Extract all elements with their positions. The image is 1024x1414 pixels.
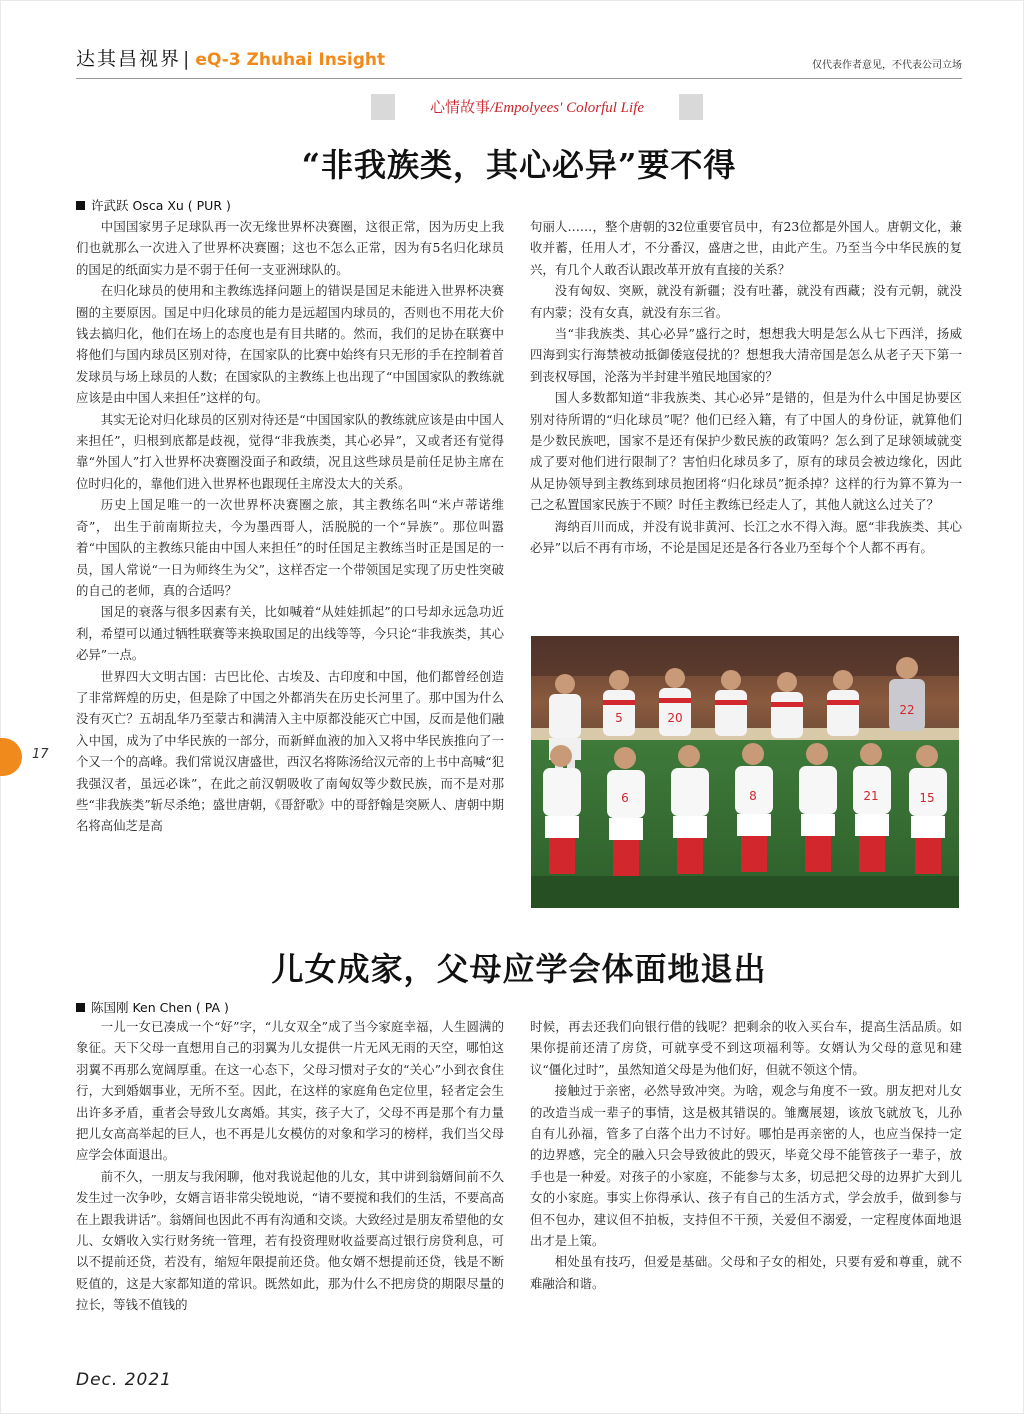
section-label-cn: 心情故事 bbox=[429, 98, 490, 116]
article-paragraph: 中国国家男子足球队再一次无缘世界杯决赛圈，这很正常，因为历史上我们也就那么一次进入了世界杯决赛圈；这也不怎么正常，因为有5名归化球员的国足的纸面实力是不弱于任何一支亚洲球队的。 bbox=[76, 219, 504, 277]
magazine-brand bbox=[76, 44, 385, 71]
section-banner bbox=[371, 94, 703, 120]
article-paragraph: 在归化球员的使用和主教练选择问题上的错误是国足未能进入世界杯决赛圈的主要原因。国足中归化球员的能力是远超国内球员的，否则也不用花大价钱去搞归化，他们在场上的态度也是有目共睹的。然而，我们的足协在联赛中将他们与国内球员区别对待，在国家队的比赛中始终有只无形的手在控制着首发球员与场上球员的人数；在国家队的主教练上也出现了“中国国家队的教练就应该是由中国人来担任”这样的句。 bbox=[76, 283, 504, 406]
team-photo bbox=[531, 636, 959, 908]
section-label-en: Empolyees' Colorful Life bbox=[494, 100, 645, 116]
jersey-number: 6 bbox=[621, 791, 629, 805]
issue-date: Dec. 2021 bbox=[76, 1370, 172, 1390]
article-paragraph: 世界四大文明古国：古巴比伦、古埃及、古印度和中国，他们都曾经创造了非常辉煌的历史，但是除了中国之外都消失在历史长河里了。那中国为什么没有灭亡？五胡乱华乃至蒙古和满清入主中原都没能灭亡中国，反而是他们融入中国，成为了中华民族的一部分，而新鲜血液的加入又将中华民族推向了一个又一个的高峰。我们常说汉唐盛世，西汉名将陈汤给汉元帝的上书中高喊“犯我强汉者，虽远必诛”，在此之前汉朝吸收了南匈奴等少数民族，而不是对那些“非我族类”斩尽杀绝；盛世唐朝，《哥舒歌》中的哥舒翰是突厥人、唐朝中期名将高仙芝是高 bbox=[76, 668, 504, 834]
article-paragraph: 没有匈奴、突厥，就没有新疆；没有吐蕃，就没有西藏；没有元朝，就没有内蒙；没有女真，就没有东三省。 bbox=[530, 283, 962, 320]
article-paragraph: 时候，再去还我们向银行借的钱呢？把剩余的收入买台车，提高生活品质。如果你提前还清了房贷，可就享受不到这项福利等。女婿认为父母的意见和建议“僵化过时”，虽然知道父母是为他们好，但就不领这个情。 bbox=[530, 1019, 962, 1077]
jersey-number: 22 bbox=[899, 703, 915, 717]
brand-english: eQ-3 Zhuhai Insight bbox=[195, 50, 386, 70]
article-paragraph: 接触过于亲密，必然导致冲突。为啥，观念与角度不一致。朋友把对儿女的改造当成一辈子的事情，这是极其错误的。雏鹰展翅，该放飞就放飞，儿孙自有儿孙福，管多了白落个出力不讨好。哪怕是再亲密的人，也应当保持一定的边界感，完全的融入只会导致彼此的毁灭，毕竟父母不能管孩子一辈子，放手也是一种爱。对孩子的小家庭，不能参与太多，切忌把父母的边界扩大到儿女的小家庭。事实上你得承认、孩子有自己的生活方式，学会放手，做到参与但不包办，建议但不拍板，支持但不干预，关爱但不溺爱，一定程度体面地退出才是上策。 bbox=[530, 1083, 962, 1249]
section-label-sep: / bbox=[489, 100, 495, 116]
jersey-number: 21 bbox=[863, 789, 879, 803]
article-1-author: 许武跃 Osca Xu ( PUR ) bbox=[91, 198, 231, 213]
article-1-left-column bbox=[76, 216, 504, 916]
page-number: 17 bbox=[32, 747, 49, 762]
article-paragraph: 句丽人……，整个唐朝的32位重要官员中，有23位都是外国人。唐朝文化，兼收并蓄，任用人才，不分番汉，盛唐之世，由此产生。乃至当今中华民族的复兴，有几个人敢否认跟改革开放有直接的关系？ bbox=[530, 219, 962, 277]
article-2-title: 儿女成家，父母应学会体面地退出 bbox=[271, 950, 767, 988]
jersey-number: 8 bbox=[749, 789, 757, 803]
jersey-number: 20 bbox=[667, 711, 683, 725]
article-paragraph: 历史上国足唯一的一次世界杯决赛圈之旅，其主教练名叫“米卢蒂诺维奇”， 出生于前南斯拉夫，今为墨西哥人，活脱脱的一个“异族”。那位叫嚣着“中国队的主教练只能由中国人来担任”的时任国足主教练当时正是国足的一员，国人常说“一日为师终生为父”，这样否定一个带领国足实现了历史性突破的自己的老师，真的合适吗？ bbox=[76, 497, 504, 598]
jersey-number: 5 bbox=[615, 711, 623, 725]
disclaimer: 仅代表作者意见，不代表公司立场 bbox=[812, 60, 962, 71]
article-paragraph: 其实无论对归化球员的区别对待还是“中国国家队的教练就应该是由中国人来担任”，归根到底都是歧视，觉得“非我族类，其心必异”，又或者还有觉得靠“外国人”打入世界杯决赛圈没面子和政绩，况且这些球员是前任足协主席在位时归化的，靠他们进入世界杯也跟现任主席没太大的关系。 bbox=[76, 411, 504, 491]
article-paragraph: 国人多数都知道“非我族类、其心必异”是错的，但是为什么中国足协要区别对待所谓的“归化球员”呢？他们已经入籍，有了中国人的身份证，就算他们是少数民族吧，国家不是还有保护少数民族的政策吗？怎么到了足球领域就变成了要对他们进行限制了？害怕归化球员多了，原有的球员会被边缘化，因此从足协领导到主教练到球员抱团将“归化球员”扼杀掉？这样的行为算不算为一己之私置国家民族于不顾？时任主教练已经走人了，其他人就这么过关了？ bbox=[530, 390, 962, 513]
brand-separator: | bbox=[183, 48, 192, 70]
magazine-header bbox=[76, 38, 976, 78]
section-label bbox=[395, 94, 679, 120]
article-2-author: 陈国刚 Ken Chen ( PA ) bbox=[91, 1000, 229, 1015]
article-2-right-column bbox=[530, 1016, 962, 1356]
byline-square-icon bbox=[76, 1003, 85, 1012]
article-paragraph: 相处虽有技巧，但爱是基础。父母和子女的相处，只要有爱和尊重，就不难融洽和谐。 bbox=[530, 1254, 962, 1291]
article-2-left-column bbox=[76, 1016, 504, 1356]
article-1-right-column bbox=[530, 216, 962, 616]
jersey-number: 15 bbox=[919, 791, 935, 805]
article-1-title: “非我族类，其心必异”要不得 bbox=[301, 146, 737, 184]
brand-chinese: 达其昌视界 bbox=[76, 48, 182, 70]
article-paragraph: 海纳百川而成，并没有说非黄河、长江之水不得入海。愿“非我族类、其心必异”以后不再有市场，不论是国足还是各行各业乃至每个个人都不再有。 bbox=[530, 518, 962, 556]
article-paragraph: 当“非我族类、其心必异”盛行之时，想想我大明是怎么从七下西洋，扬威四海到实行海禁被动抵御倭寇侵扰的？想想我大清帝国是怎么从老子天下第一到丧权辱国，沦落为半封建半殖民地国家的？ bbox=[530, 326, 962, 384]
article-paragraph: 国足的衰落与很多因素有关，比如喊着“从娃娃抓起”的口号却永远急功近利，希望可以通过牺牲联赛等来换取国足的出线等等，今只论“非我族类，其心必异”一点。 bbox=[76, 604, 504, 663]
header-divider bbox=[76, 78, 962, 79]
article-1-byline bbox=[76, 196, 231, 214]
byline-square-icon bbox=[76, 201, 85, 210]
article-paragraph: 一儿一女已凑成一个“好”字，“儿女双全”成了当今家庭幸福，人生圆满的象征。天下父母一直想用自己的羽翼为儿女提供一片无风无雨的天空，哪怕这羽翼不再那么宽阔厚重。在这一心态下，父母习惯对子女的“关心”小到衣食住行，大到婚姻事业，无所不至。因此，在这样的家庭角色定位里，轻者定会生出许多矛盾，重者会导致儿女离婚。其实，孩子大了，父母不再是那个有力量把儿女高高举起的巨人，也不再是儿女模仿的对象和学习的榜样，我们当父母应学会体面退出。 bbox=[76, 1019, 504, 1163]
article-paragraph: 前不久，一朋友与我闲聊，他对我说起他的儿女，其中讲到翁婿间前不久发生过一次争吵，女婿言语非常尖锐地说，“请不要搅和我们的生活，不要高高在上跟我讲话”。翁婿间也因此不再有沟通和交谈。大致经过是朋友希望他的女儿、女婿收入实行财务统一管理，若有投资理财收益要高过银行房贷利息，可以不提前还贷，若没有，缩短年限提前还贷。他女婿不想提前还贷，钱是不断贬值的，这是大家都知道的常识。既然如此，那为什么不把房贷的期限尽量的拉长，等钱不值钱的 bbox=[76, 1168, 504, 1313]
article-2-byline bbox=[76, 998, 229, 1016]
